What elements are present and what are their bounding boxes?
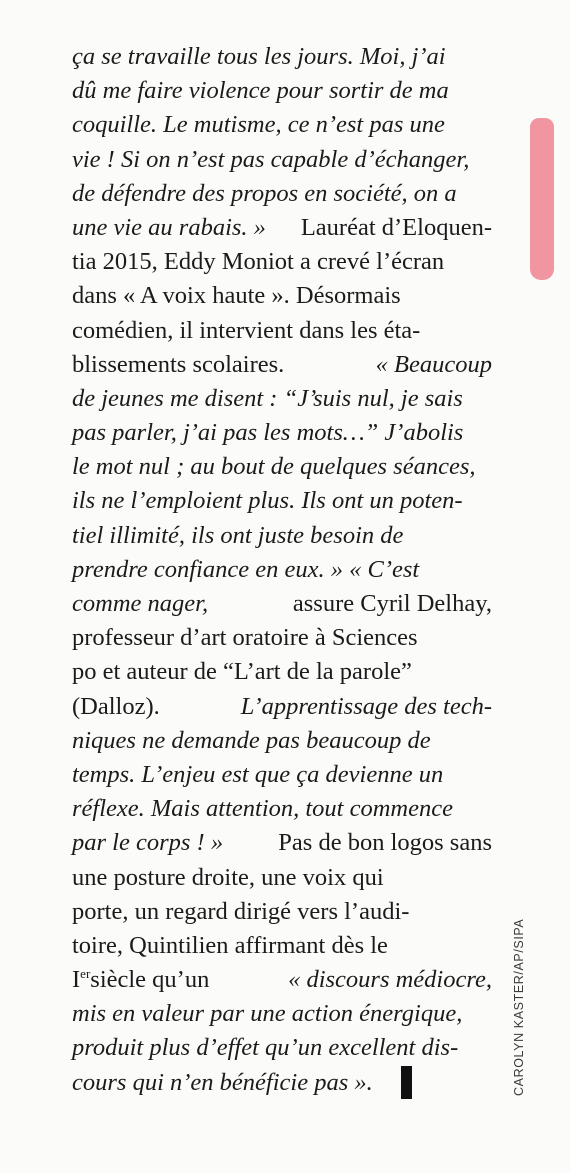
text-line: blissements scolaires. « Beaucoup: [72, 350, 492, 378]
text-line: de jeunes me disent : “J’suis nul, je sais: [72, 384, 463, 412]
text-line: niques ne demande pas beaucoup de: [72, 726, 431, 754]
text-line: tiel illimité, ils ont juste besoin de: [72, 521, 404, 549]
text-line: réflexe. Mais attention, tout commence: [72, 795, 453, 823]
text-line: une vie au rabais. » Lauréat d’Eloquen-: [72, 213, 492, 241]
text-line: par le corps ! » Pas de bon logos sans: [72, 829, 492, 857]
text-line: ils ne l’emploient plus. Ils ont un poten-: [72, 487, 463, 515]
text-line: porte, un regard dirigé vers l’audi-: [72, 897, 410, 925]
text-line: Iersiècle qu’un « discours médiocre,: [72, 965, 492, 994]
text-line: de défendre des propos en société, on a: [72, 179, 457, 207]
text-line: le mot nul ; au bout de quelques séances,: [72, 453, 476, 481]
text-line: vie ! Si on n’est pas capable d’échanger,: [72, 145, 470, 173]
text-line: dû me faire violence pour sortir de ma: [72, 77, 449, 105]
text-line: professeur d’art oratoire à Sciences: [72, 624, 418, 652]
end-of-article-squares-icon: [401, 1066, 412, 1099]
text-line: ça se travaille tous les jours. Moi, j’ai: [72, 43, 446, 70]
text-line: mis en valeur par une action énergique,: [72, 1000, 463, 1028]
text-line: dans « A voix haute ». Désormais: [72, 282, 401, 310]
pink-highlighter-mark: [530, 118, 554, 280]
text-line: comédien, il intervient dans les éta-: [72, 316, 421, 344]
text-line: temps. L’enjeu est que ça devienne un: [72, 760, 444, 788]
text-line: pas parler, j’ai pas les mots…” J’abolis: [72, 419, 464, 447]
text-line: coquille. Le mutisme, ce n’est pas une: [72, 111, 445, 139]
text-line: une posture droite, une voix qui: [72, 863, 384, 891]
text-line: prendre confiance en eux. » « C’est: [72, 555, 420, 583]
text-line: (Dalloz). L’apprentissage des tech-: [72, 692, 492, 720]
photo-credit: CAROLYN KASTER/AP/SIPA: [512, 918, 526, 1096]
text-line: toire, Quintilien affirmant dès le: [72, 931, 388, 959]
text-line: cours qui n’en bénéficie pas ».: [72, 1066, 492, 1100]
article-column: [72, 40, 492, 1100]
text-line: comme nager, assure Cyril Delhay,: [72, 590, 492, 617]
text-line: po et auteur de “L’art de la parole”: [72, 658, 412, 686]
text-line: tia 2015, Eddy Moniot a crevé l’écran: [72, 248, 445, 276]
text-line: produit plus d’effet qu’un excellent dis-: [72, 1034, 459, 1062]
